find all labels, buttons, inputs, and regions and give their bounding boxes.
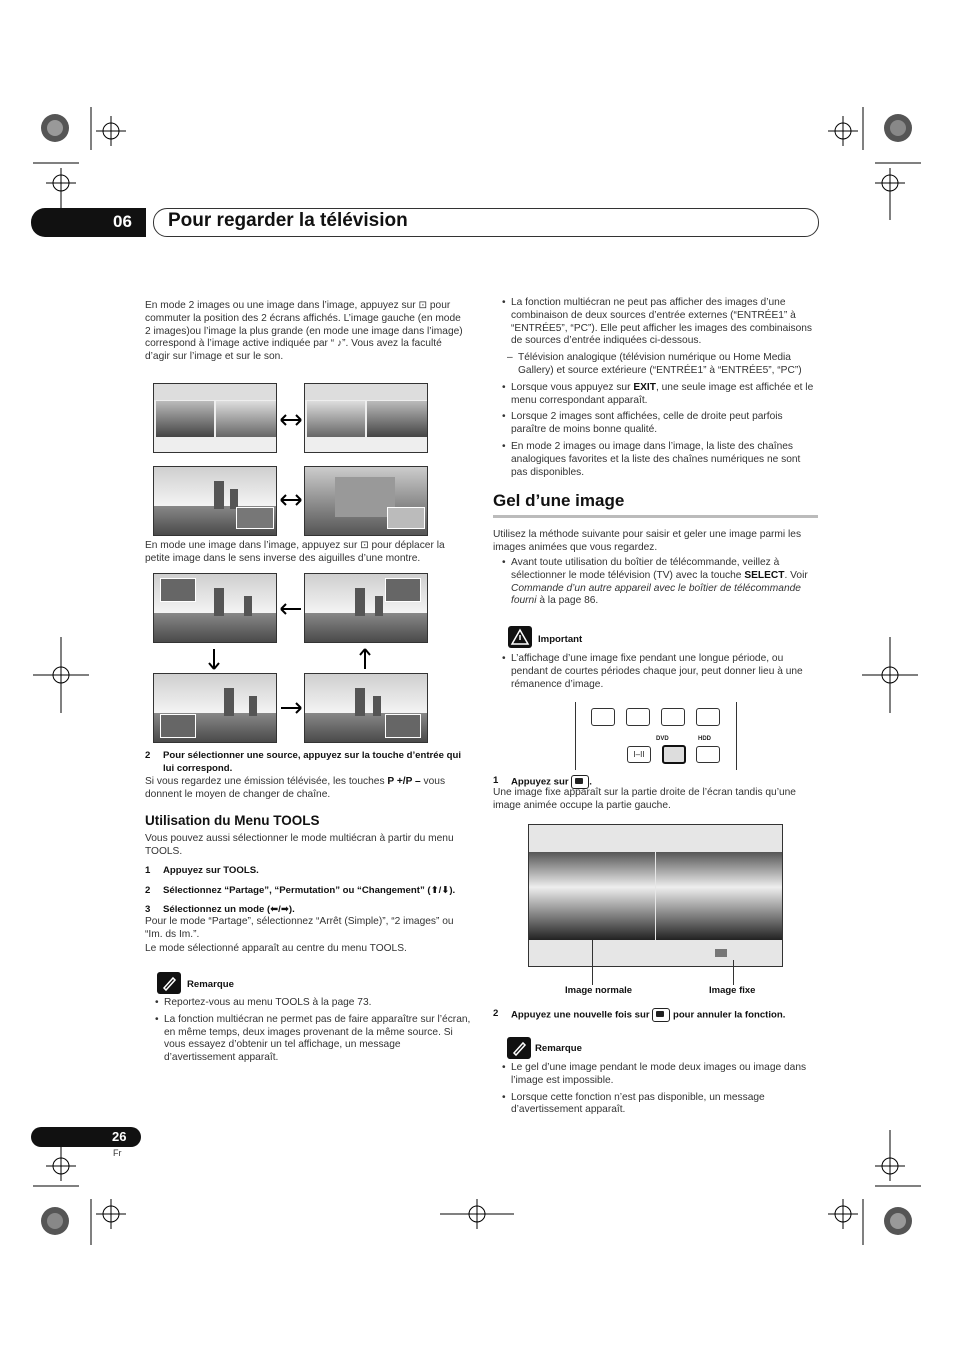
screen-2-images-a [153, 383, 277, 453]
screen-2-images-b [304, 383, 428, 453]
language-code: Fr [113, 1148, 122, 1158]
gel-remote-note: • Avant toute utilisation du boîtier de télécommande, veillez à sélectionner le mode télévision (TV) avec la touche SELECT. Voir Commande d’un autre appareil avec le boîtier de télécommande fourni à la page 86. [500, 557, 818, 608]
remarque-item: • La fonction multiécran ne permet pas de faire apparaître sur l’écran, en même temps, deux images provenant de la même source. Si vous essayez d’obtenir un tel affichage, un message d’avertissement apparaît. [153, 1014, 473, 1065]
gel-intro: Utilisez la méthode suivante pour saisir et geler une image parmi les images animées que vous regardez. [493, 529, 802, 553]
gel-heading: Gel d’une image [493, 491, 625, 510]
gel-step-2: Appuyez une nouvelle fois sur pour annuler la fonction. [511, 1009, 786, 1021]
page-title: Pour regarder la télévision [168, 210, 408, 231]
label-image-fixe: Image fixe [709, 985, 756, 996]
screen-rotate-2 [304, 573, 428, 643]
tools-step-1-number: 1 [145, 865, 151, 876]
important-item: • L’affichage d’une image fixe pendant une longue période, ou pendant de courtes périodes chaque jour, peut donner lieu à une rémanence d’image. [500, 653, 818, 691]
remarque-item: • Lorsque cette fonction n’est pas disponible, un message d’avertissement apparaît. [500, 1092, 818, 1118]
tools-step-1: Appuyez sur TOOLS. [163, 865, 259, 876]
hdd-label: HDD [698, 736, 711, 742]
ab-button[interactable]: I–II [627, 746, 651, 763]
remarque-label: Remarque [187, 979, 234, 990]
quality-note: • Lorsque 2 images sont affichées, celle de droite peut parfois paraître de moins bonne qualité. [500, 411, 818, 437]
chapter-header [31, 208, 819, 237]
gel-step-1-number: 1 [493, 775, 499, 786]
tools-mode-note: Pour le mode “Partage”, sélectionnez “Arrêt (Simple)”, “2 images” ou “Im. ds Im.”. [145, 916, 454, 940]
tools-step-3-number: 3 [145, 904, 151, 915]
arrow-down [207, 647, 221, 671]
tools-step-3: Sélectionnez un mode (⬅/➡). [163, 904, 295, 915]
important-list [500, 653, 818, 695]
swap-arrow-2 [278, 493, 304, 507]
tools-heading: Utilisation du Menu TOOLS [145, 813, 320, 828]
arrow-up [358, 647, 372, 671]
remarque-item: • Le gel d’une image pendant le mode deux images ou image dans l’image est impossible. [500, 1062, 818, 1088]
screen-rotate-4 [304, 673, 428, 743]
important-icon [508, 626, 532, 648]
screen-rotate-1 [153, 573, 277, 643]
gel-step-1: Appuyez sur . [511, 776, 592, 788]
fixed-image [656, 852, 782, 940]
gel-step-2-number: 2 [493, 1008, 499, 1019]
freeze-icon [652, 1008, 670, 1022]
pip-paragraph: En mode une image dans l’image, appuyez sur ⊡ pour déplacer la petite image dans le sens inverse des aiguilles d’une montre. [145, 540, 445, 564]
callout-line-normal [592, 940, 593, 985]
arrow-right [278, 701, 304, 715]
remarque-item: • Reportez-vous au menu TOOLS à la page 73. [153, 997, 473, 1010]
step-2-text: Pour sélectionner une source, appuyez sur la touche d’entrée qui lui correspond. [163, 750, 462, 774]
intro-paragraph: En mode 2 images ou une image dans l’image, appuyez sur ⊡ pour commuter la position des 2 écrans affichés. L’image gauche (en mode 2 images)ou l’image la plus grande (en mode une image dans l’image) correspond à l’image active indiquée par “ ♪”. Vous avez la faculté d’agir sur l’image et sur le son. [145, 300, 463, 363]
gel-bullets [500, 557, 818, 612]
arrow-left [278, 602, 304, 616]
freeze-button[interactable] [662, 745, 686, 764]
chapter-number: 06 [113, 212, 132, 231]
dvd-label: DVD [656, 736, 669, 742]
note-pencil-icon [157, 972, 181, 994]
tools-step-2: Sélectionnez “Partage”, “Permutation” ou “Changement” (⬆/⬇). [163, 885, 456, 896]
step-2-note: Si vous regardez une émission télévisée, les touches P +/P – vous donnent le moyen de changer de chaîne. [145, 776, 446, 800]
screen-pip-a [153, 466, 277, 536]
screen-rotate-3 [153, 673, 277, 743]
freeze-screen [528, 824, 783, 967]
channel-list-note: • En mode 2 images ou image dans l’image, la liste des chaînes analogiques favorites et la liste des chaînes numériques ne sont pas disponibles. [500, 441, 818, 479]
tools-intro: Vous pouvez aussi sélectionner le mode multiécran à partir du menu TOOLS. [145, 833, 454, 857]
page-number: 26 [112, 1129, 127, 1144]
remarque-list-right [500, 1062, 818, 1121]
label-image-normale: Image normale [565, 985, 633, 996]
callout-line-fixe [733, 960, 734, 985]
tools-center-note: Le mode sélectionné apparaît au centre du menu TOOLS. [145, 943, 407, 954]
gel-heading-rule [493, 515, 818, 518]
remote-diagram [575, 702, 737, 770]
remarque-list [153, 997, 473, 1069]
screen-pip-b [304, 466, 428, 536]
right-top-list [500, 297, 818, 483]
gel-step-1-note: Une image fixe apparaît sur la partie droite de l’écran tandis qu’une image animée occupe la partie gauche. [493, 787, 796, 811]
step-2-number: 2 [145, 750, 151, 761]
remarque-label-right: Remarque [535, 1043, 582, 1054]
swap-arrow-1 [278, 413, 304, 427]
note-pencil-icon [507, 1037, 531, 1059]
exit-note: • Lorsque vous appuyez sur EXIT, une seule image est affichée et le menu correspondant apparaît. [500, 382, 818, 408]
tools-step-2-number: 2 [145, 885, 151, 896]
important-label: Important [538, 634, 583, 645]
dash-item: – Télévision analogique (télévision numérique ou Home Media Gallery) et source extérieure (“ENTRÉE1” à “ENTRÉE5”, “PC”) [500, 352, 818, 378]
multiscreen-note: • La fonction multiécran ne peut pas afficher des images d’une combinaison de deux sources d’entrée externes (“ENTRÉE1” à “ENTRÉE5”, “PC”). Elle peut afficher les images des combinaisons de sources d’entrée indiquées ci-dessous. [500, 297, 818, 348]
normal-image [529, 852, 655, 940]
